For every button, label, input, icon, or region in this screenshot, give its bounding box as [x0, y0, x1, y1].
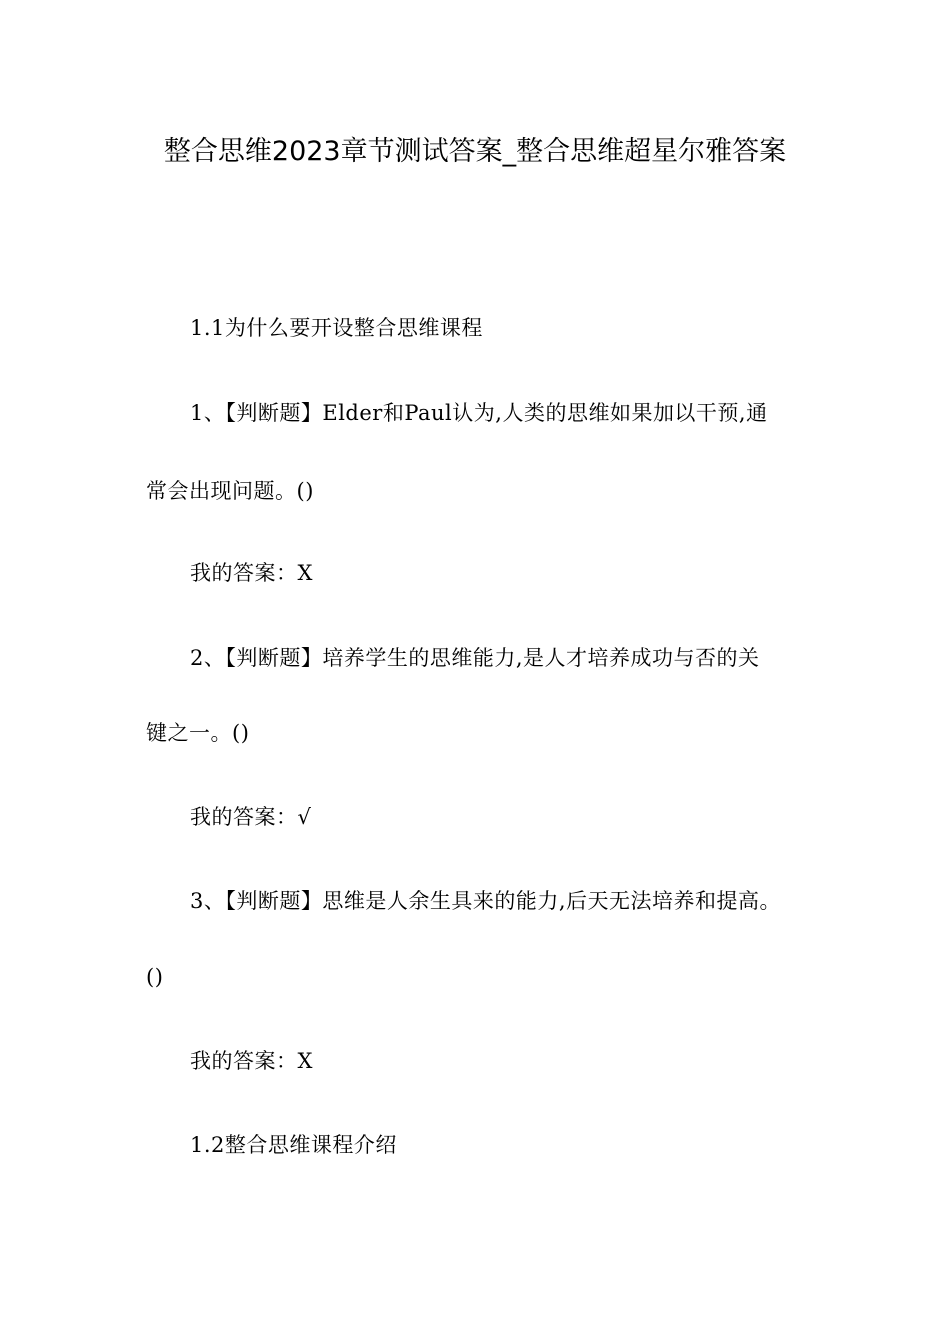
answer-text: 我的答案：X [190, 561, 313, 585]
question-text-continued: 键之一。() [146, 721, 250, 745]
question-text: 3、【判断题】思维是人余生具来的能力,后天无法培养和提高。 [190, 889, 782, 913]
document-title: 整合思维2023章节测试答案_整合思维超星尔雅答案 [163, 136, 787, 167]
question-text-continued: () [146, 965, 164, 989]
question-text: 2、【判断题】培养学生的思维能力,是人才培养成功与否的关 [190, 646, 760, 670]
section-heading: 1.2整合思维课程介绍 [190, 1133, 397, 1157]
answer-text: 我的答案：X [190, 1049, 313, 1073]
answer-text: 我的答案：√ [190, 805, 312, 829]
question-text-continued: 常会出现问题。() [146, 479, 314, 503]
section-heading: 1.1为什么要开设整合思维课程 [190, 316, 483, 340]
question-text: 1、【判断题】Elder和Paul认为,人类的思维如果加以干预,通 [190, 401, 768, 425]
